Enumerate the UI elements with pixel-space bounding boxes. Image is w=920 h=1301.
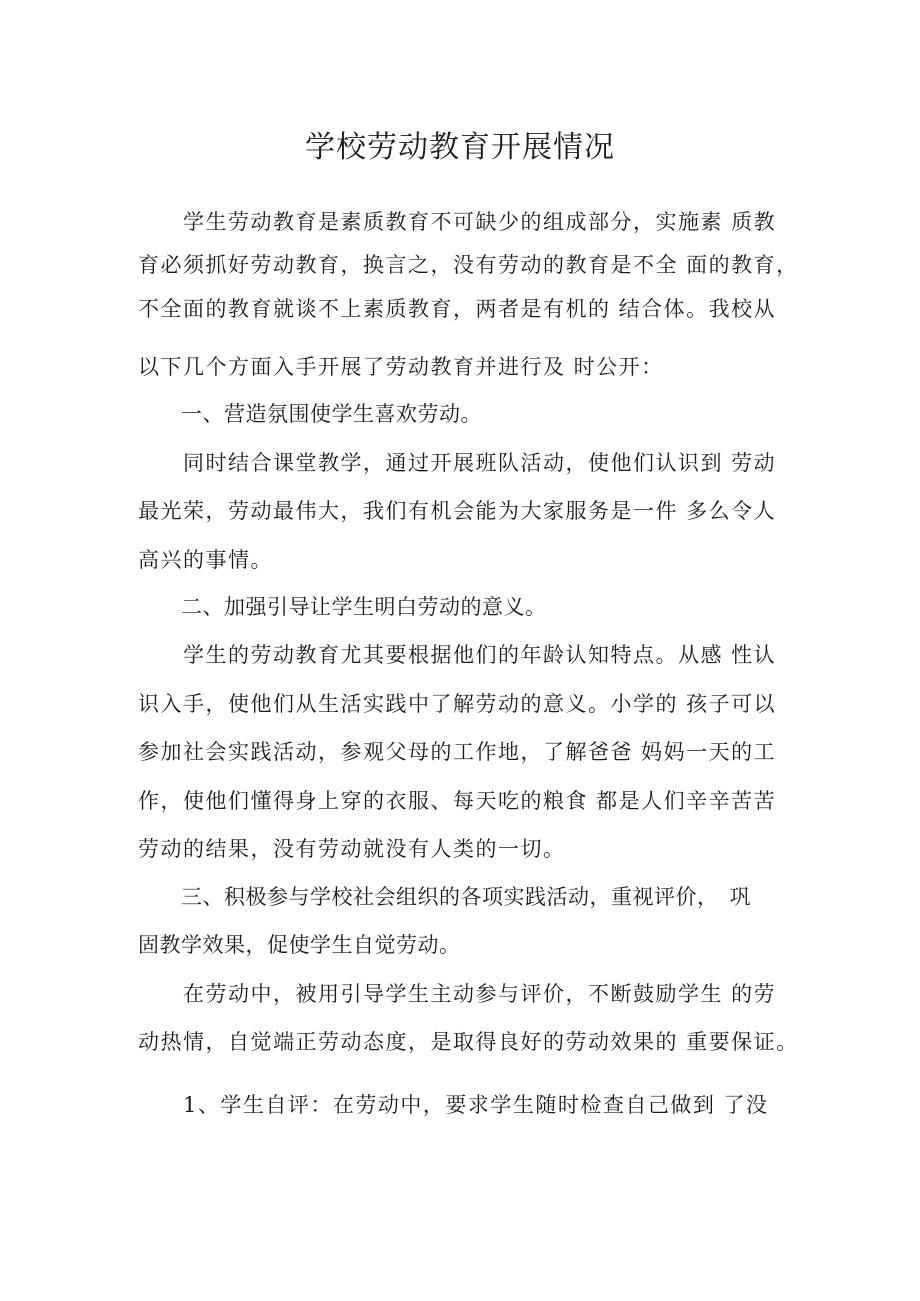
body-line: 同时结合课堂教学，通过开展班队活动，使他们认识到 劳动 (138, 451, 777, 475)
body-line: 学生劳动教育是素质教育不可缺少的组成部分，实施素 质教 (138, 210, 777, 234)
body-line: 参加社会实践活动，参观父母的工作地，了解爸爸 妈妈一天的工 (138, 740, 777, 764)
page-title: 学校劳动教育开展情况 (305, 130, 615, 165)
section-heading-3-line-2: 固教学效果，促使学生自觉劳动。 (138, 933, 461, 957)
body-line: 以下几个方面入手开展了劳动教育并进行及 时公开： (138, 355, 664, 379)
body-line: 学生的劳动教育尤其要根据他们的年龄认知特点。从感 性认 (138, 643, 777, 667)
list-item-line: 1、学生自评：在劳动中，要求学生随时检查自己做到 了没 (138, 1093, 769, 1117)
body-line: 在劳动中，被用引导学生主动参与评价，不断鼓励学生 的劳 (138, 982, 777, 1006)
body-line: 作，使他们懂得身上穿的衣服、每天吃的粮食 都是人们辛辛苦苦 (138, 789, 777, 813)
body-line: 高兴的事情。 (138, 548, 273, 572)
body-line: 育必须抓好劳动教育，换言之，没有劳动的教育是不全 面的教育， (138, 253, 799, 277)
body-line: 识入手，使他们从生活实践中了解劳动的意义。小学的 孩子可以 (138, 692, 777, 716)
section-heading-2: 二、加强引导让学生明白劳动的意义。 (138, 595, 547, 619)
section-heading-1: 一、营造氛围使学生喜欢劳动。 (138, 402, 482, 426)
body-line: 动热情，自觉端正劳动态度，是取得良好的劳动效果的 重要保证。 (138, 1030, 799, 1054)
section-heading-3-line-1: 三、积极参与学校社会组织的各项实践活动，重视评价， 巩 (138, 885, 751, 909)
body-line: 劳动的结果，没有劳动就没有人类的一切。 (138, 837, 566, 861)
body-line: 不全面的教育就谈不上素质教育，两者是有机的 结合体。我校从 (138, 297, 777, 321)
body-line: 最光荣，劳动最伟大，我们有机会能为大家服务是一件 多么令人 (138, 499, 777, 523)
